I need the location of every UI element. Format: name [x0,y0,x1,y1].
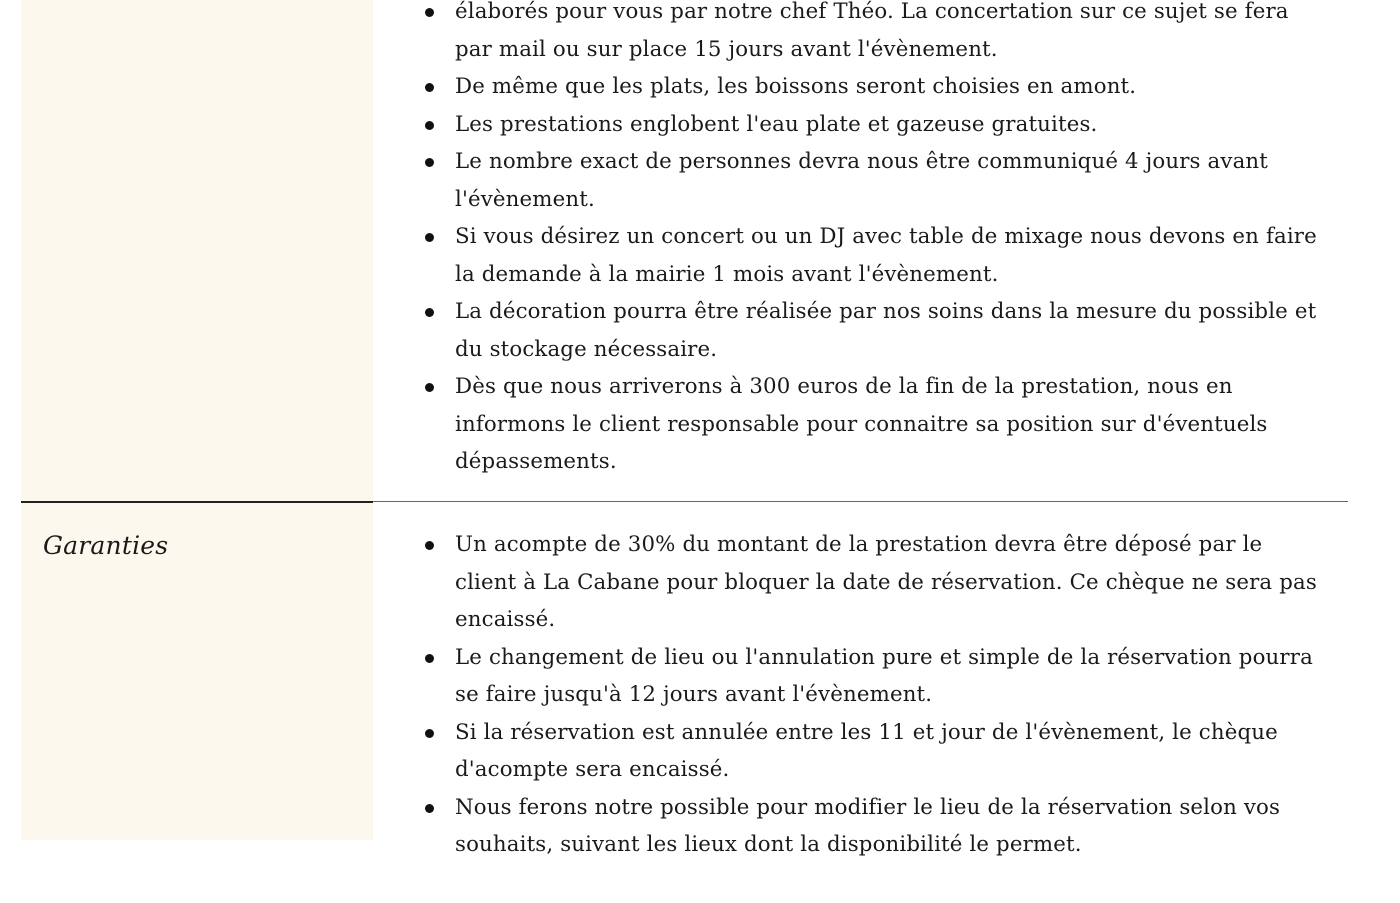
bullet-list [455,0,1327,481]
list-item-text: Le nombre exact de personnes devra nous être communiqué 4 jours avant l'évènement. [455,149,1268,212]
list-item [455,789,1327,864]
list-item [455,293,1327,368]
table-row [21,0,1348,502]
bullet-icon [425,804,434,813]
list-item-text: Dès que nous arriverons à 300 euros de la fin de la prestation, nous en informons le client responsable pour connaitre sa position sur d'éventuels dépassements. [455,374,1268,474]
table-row [21,503,1348,903]
list-item-text: Nous ferons notre possible pour modifier le lieu de la réservation selon vos souhaits, suivant les lieux dont la disponibilité le permet. [455,794,1281,857]
bullet-icon [425,654,434,663]
conditions-table [21,0,1348,857]
bullet-icon [425,308,434,317]
list-item-text: Un acompte de 30% du montant de la prestation devra être déposé par le client à La Cabane pour bloquer la date de réservation. Ce chèque ne sera pas encaissé. [455,532,1317,632]
row-divider-right [373,501,1348,502]
list-item-text: La décoration pourra être réalisée par nos soins dans la mesure du possible et du stockage nécessaire. [455,299,1317,362]
bullet-icon [425,233,434,242]
list-item-text: De même que les plats, les boissons seront choisies en amont. [455,74,1137,99]
bullet-icon [425,8,434,17]
list-item-text: Si vous désirez un concert ou un DJ avec table de mixage nous devons en faire la demande à la mairie 1 mois avant l'évènement. [455,224,1317,287]
list-item [455,714,1327,789]
bullet-list [455,526,1327,864]
bullet-icon [425,83,434,92]
bullet-icon [425,541,434,550]
list-item-text: Si la réservation est annulée entre les 11 et jour de l'évènement, le chèque d'acompte sera encaissé. [455,719,1278,782]
bullet-icon [425,729,434,738]
list-item [455,639,1327,714]
list-item [455,68,1327,106]
bullet-icon [425,383,434,392]
bullet-icon [425,121,434,130]
list-item-text: Les prestations englobent l'eau plate et gazeuse gratuites. [455,111,1098,137]
list-item [455,0,1327,68]
list-item [455,526,1327,639]
list-item [455,218,1327,293]
list-item [455,368,1327,481]
section-label-garanties: Garanties [43,531,169,560]
list-item-text: Le changement de lieu ou l'annulation pure et simple de la réservation pourra se faire jusqu'à 12 jours avant l'évènement. [455,644,1313,707]
list-item [455,143,1327,218]
list-item-text: élaborés pour vous par notre chef Théo. La concertation sur ce sujet se fera par mail ou sur place 15 jours avant l'évènement. [455,0,1289,62]
list-item [455,106,1327,144]
bullet-icon [425,158,434,167]
